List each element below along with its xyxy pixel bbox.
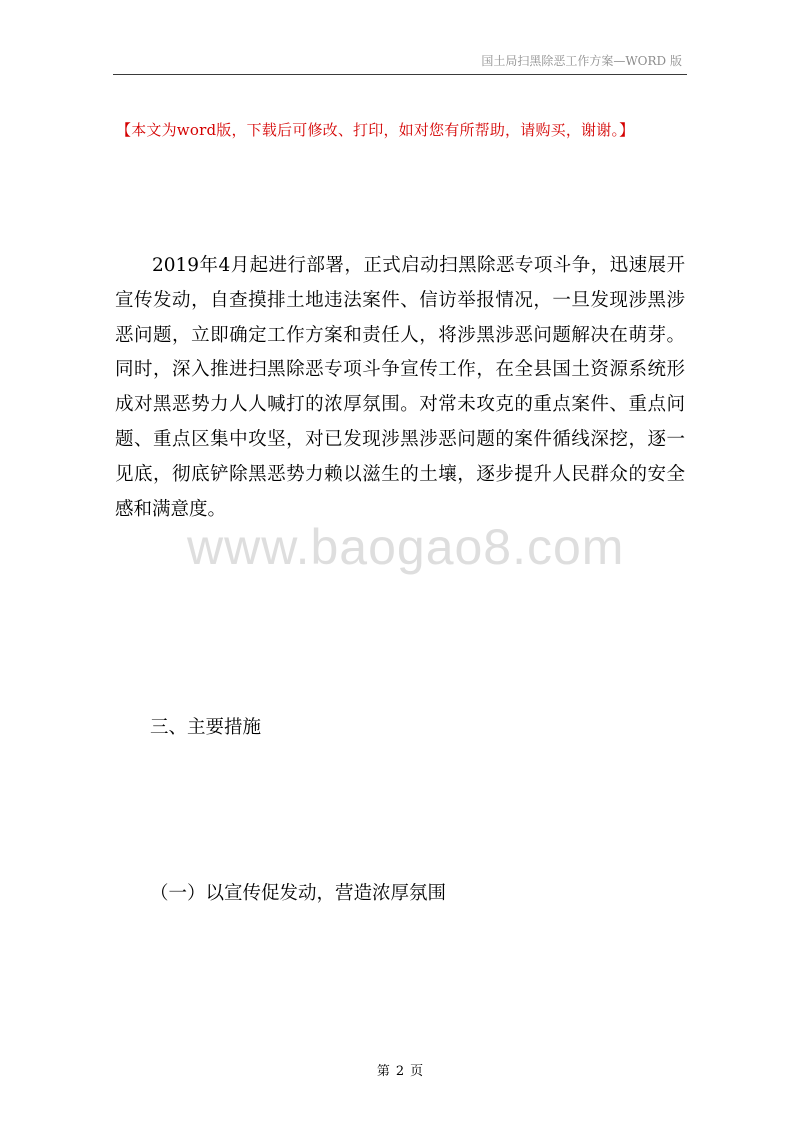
page-footer (0, 1060, 800, 1079)
section-heading: 三、主要措施 (150, 717, 262, 738)
footer-prefix: 第 (376, 1064, 390, 1079)
body-paragraph: 2019年4月起进行部署，正式启动扫黑除恶专项斗争，迅速展开宣传发动，自查摸排土地违法案件、信访举报情况，一旦发现涉黑涉恶问题，立即确定工作方案和责任人，将涉黑涉恶问题解决在萌芽。同时，深入推进扫黑除恶专项斗争宣传工作，在全县国土资源系统形成对黑恶势力人人喊打的浓厚氛围。对常未攻克的重点案件、重点问题、重点区集中攻坚，对已发现涉黑涉恶问题的案件循线深挖，逐一见底，彻底铲除黑恶势力赖以滋生的土壤，逐步提升人民群众的安全感和满意度。 (115, 255, 685, 520)
subsection-heading: （一）以宣传促发动，营造浓厚氛围 (150, 883, 447, 904)
purchase-notice: 【本文为word版，下载后可修改、打印，如对您有所帮助，请购买，谢谢。】 (116, 121, 635, 139)
header-divider (113, 74, 687, 75)
page-number: 2 (395, 1064, 405, 1079)
header-title: 国土局扫黑除恶工作方案—WORD 版 (481, 54, 682, 68)
footer-suffix: 页 (410, 1064, 424, 1079)
watermark: www.baogao8.com (187, 519, 625, 575)
